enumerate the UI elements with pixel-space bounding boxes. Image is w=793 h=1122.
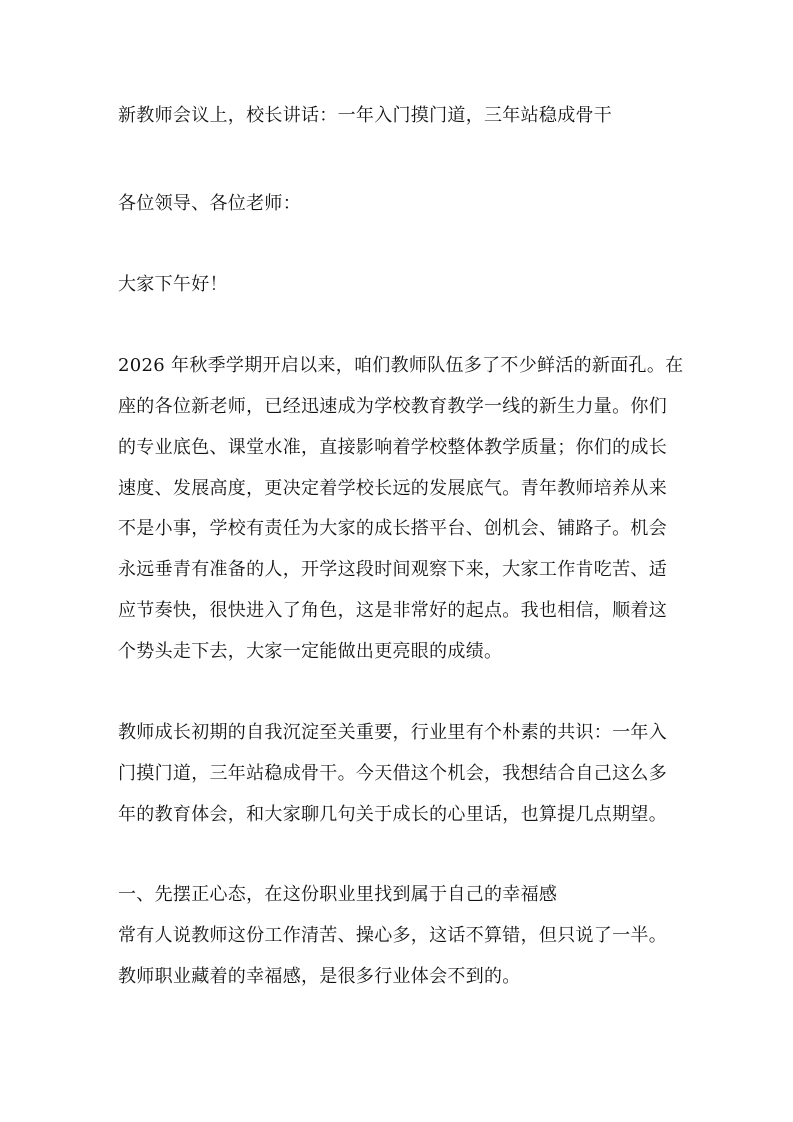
salutation: 各位领导、各位老师：	[118, 193, 301, 214]
paragraph-line: 个势头走下去，大家一定能做出更亮眼的成绩。	[118, 641, 503, 662]
paragraph-line: 年的教育体会，和大家聊几句关于成长的心里话，也算提几点期望。	[118, 804, 667, 825]
paragraph-line: 速度、发展高度，更决定着学校长远的发展底气。青年教师培养从来	[118, 478, 667, 499]
document-title: 新教师会议上，校长讲话：一年入门摸门道，三年站稳成骨干	[118, 105, 613, 126]
greeting: 大家下午好！	[118, 274, 228, 295]
paragraph-line: 教师职业藏着的幸福感，是很多行业体会不到的。	[118, 966, 521, 987]
paragraph-line: 的专业底色、课堂水准，直接影响着学校整体教学质量；你们的成长	[118, 437, 667, 458]
paragraph-line: 教师成长初期的自我沉淀至关重要，行业里有个朴素的共识：一年入	[118, 722, 667, 743]
paragraph-line: 2026 年秋季学期开启以来，咱们教师队伍多了不少鲜活的新面孔。在	[118, 355, 684, 376]
paragraph-line: 永远垂青有准备的人，开学这段时间观察下来，大家工作肯吃苦、适	[118, 559, 667, 580]
paragraph-line: 常有人说教师这份工作清苦、操心多，这话不算错，但只说了一半。	[118, 925, 667, 946]
section-heading: 一、先摆正心态，在这份职业里找到属于自己的幸福感	[118, 884, 558, 905]
paragraph-line: 应节奏快，很快进入了角色，这是非常好的起点。我也相信，顺着这	[118, 600, 667, 621]
paragraph-line: 门摸门道，三年站稳成骨干。今天借这个机会，我想结合自己这么多	[118, 763, 667, 784]
paragraph-line: 不是小事，学校有责任为大家的成长搭平台、创机会、铺路子。机会	[118, 518, 667, 539]
paragraph-line: 座的各位新老师，已经迅速成为学校教育教学一线的新生力量。你们	[118, 396, 667, 417]
